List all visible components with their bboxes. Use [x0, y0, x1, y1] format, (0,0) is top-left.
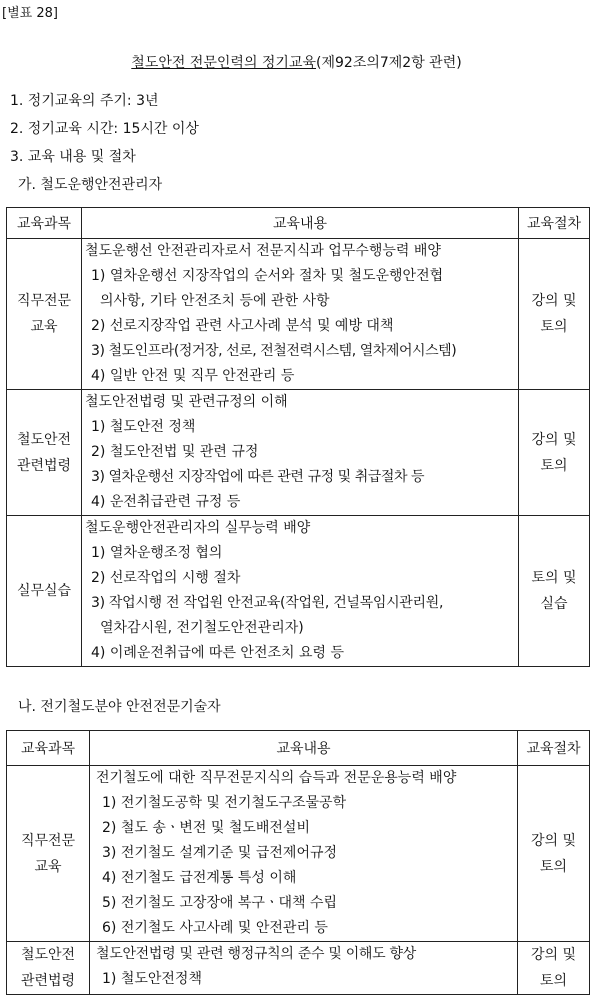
content-line: 전기철도에 대한 직무전문지식의 습득과 전문운용능력 배양: [96, 770, 457, 786]
content-line: 1) 철도안전 정책: [91, 419, 196, 435]
subject-cell: [7, 942, 90, 995]
header-subject: 교육과목: [7, 731, 90, 766]
content-line: 철도안전법령 및 관련규정의 이해: [85, 394, 288, 410]
method-cell: [518, 942, 590, 995]
section-a-table: [6, 207, 590, 667]
method-line: 강의 및: [530, 947, 577, 963]
table-row: [7, 239, 590, 390]
content-line: 2) 철도 송ㆍ변전 및 철도배전설비: [102, 820, 310, 836]
table-header-row: [7, 731, 590, 766]
subject-line: 직무전문: [16, 293, 72, 309]
table-header-row: [7, 208, 590, 239]
subject-line: 교육: [30, 319, 58, 335]
method-cell: [519, 390, 590, 516]
section-a-heading: 가. 철도운행안전관리자: [18, 177, 163, 193]
content-line: 3) 작업시행 전 작업원 안전교육(작업원, 건널목임시관리원,: [91, 595, 444, 611]
content-cell: [82, 390, 519, 516]
subject-cell: [7, 516, 82, 667]
method-cell: [519, 516, 590, 667]
title-reference: (제92조의7제2항 관련): [316, 55, 462, 71]
content-line: 철도운행선 안전관리자로서 전문지식과 업무수행능력 배양: [85, 243, 441, 259]
page-title: [0, 52, 593, 72]
content-line: 의사항, 기타 안전조치 등에 관한 사항: [100, 293, 330, 309]
content-line: 3) 열차운행선 지장작업에 따른 관련 규정 및 취급절차 등: [91, 469, 425, 485]
subject-line: 관련법령: [16, 457, 72, 474]
method-line: 토의: [540, 319, 568, 335]
subject-line: 실무실습: [16, 583, 72, 599]
header-content: 교육내용: [82, 208, 519, 239]
content-line: 3) 전기철도 설계기준 및 급전제어규정: [102, 845, 338, 861]
table-row: [7, 766, 590, 942]
method-line: 토의: [540, 457, 568, 474]
header-method: 교육절차: [519, 208, 590, 239]
content-cell: [82, 239, 519, 390]
method-line: 토의 및: [531, 570, 577, 586]
table-row: [7, 516, 590, 667]
content-line: 5) 전기철도 고장장애 복구ㆍ대책 수립: [102, 895, 338, 911]
header-subject: 교육과목: [7, 208, 82, 239]
item-cycle: 1. 정기교육의 주기: 3년: [10, 93, 159, 109]
header-content: 교육내용: [90, 731, 518, 766]
content-line: 4) 이례운전취급에 따른 안전조치 요령 등: [91, 645, 345, 661]
content-line: 2) 선로지장작업 관련 사고사례 분석 및 예방 대책: [91, 318, 394, 334]
content-line: 철도운행안전관리자의 실무능력 배양: [85, 520, 311, 536]
method-line: 토의: [539, 973, 568, 989]
table-row: [7, 390, 590, 516]
method-line: 토의: [539, 858, 568, 875]
content-cell: [90, 942, 518, 995]
content-line: 6) 전기철도 사고사례 및 안전관리 등: [102, 920, 328, 936]
subject-line: 관련법령: [20, 973, 76, 989]
content-line: 1) 열차운행선 지장작업의 순서와 절차 및 철도운행안전협: [91, 268, 444, 284]
attachment-label: [별표 28]: [2, 6, 58, 21]
content-line: 4) 운전취급관련 규정 등: [91, 494, 241, 510]
content-line: 1) 전기철도공학 및 전기철도구조물공학: [102, 795, 347, 811]
method-line: 실습: [540, 596, 568, 612]
content-line: 2) 선로작업의 시행 절차: [91, 570, 241, 586]
method-cell: [519, 239, 590, 390]
content-line: 1) 열차운행조정 협의: [91, 545, 223, 561]
section-b-heading: 나. 전기철도분야 안전전문기술자: [18, 699, 221, 715]
header-method: 교육절차: [518, 731, 590, 766]
subject-line: 교육: [34, 858, 62, 875]
content-cell: [90, 766, 518, 942]
content-line: 3) 철도인프라(정거장, 선로, 전철전력시스템, 열차제어시스템): [91, 343, 457, 359]
content-line: 4) 전기철도 급전계통 특성 이해: [102, 870, 297, 886]
content-line: 2) 철도안전법 및 관련 규정: [91, 444, 259, 460]
section-b-table: [6, 730, 590, 995]
method-line: 강의 및: [530, 832, 577, 849]
content-line: 4) 일반 안전 및 직무 안전관리 등: [91, 368, 295, 384]
subject-cell: [7, 766, 90, 942]
method-line: 강의 및: [531, 431, 577, 448]
subject-line: 철도안전: [16, 431, 72, 448]
content-cell: [82, 516, 519, 667]
subject-cell: [7, 390, 82, 516]
method-line: 강의 및: [531, 293, 577, 309]
content-line: 철도안전법령 및 관련 행정규칙의 준수 및 이해도 향상: [96, 946, 416, 962]
content-line: 1) 철도안전정책: [102, 971, 202, 987]
subject-cell: [7, 239, 82, 390]
item-content: 3. 교육 내용 및 절차: [10, 149, 136, 165]
item-hours: 2. 정기교육 시간: 15시간 이상: [10, 121, 199, 137]
table-row: [7, 942, 590, 995]
subject-line: 철도안전: [20, 947, 76, 963]
method-cell: [518, 766, 590, 942]
title-main: 철도안전 전문인력의 정기교육: [131, 55, 317, 71]
content-line: 열차감시원, 전기철도안전관리자): [100, 620, 304, 636]
subject-line: 직무전문: [20, 832, 76, 849]
